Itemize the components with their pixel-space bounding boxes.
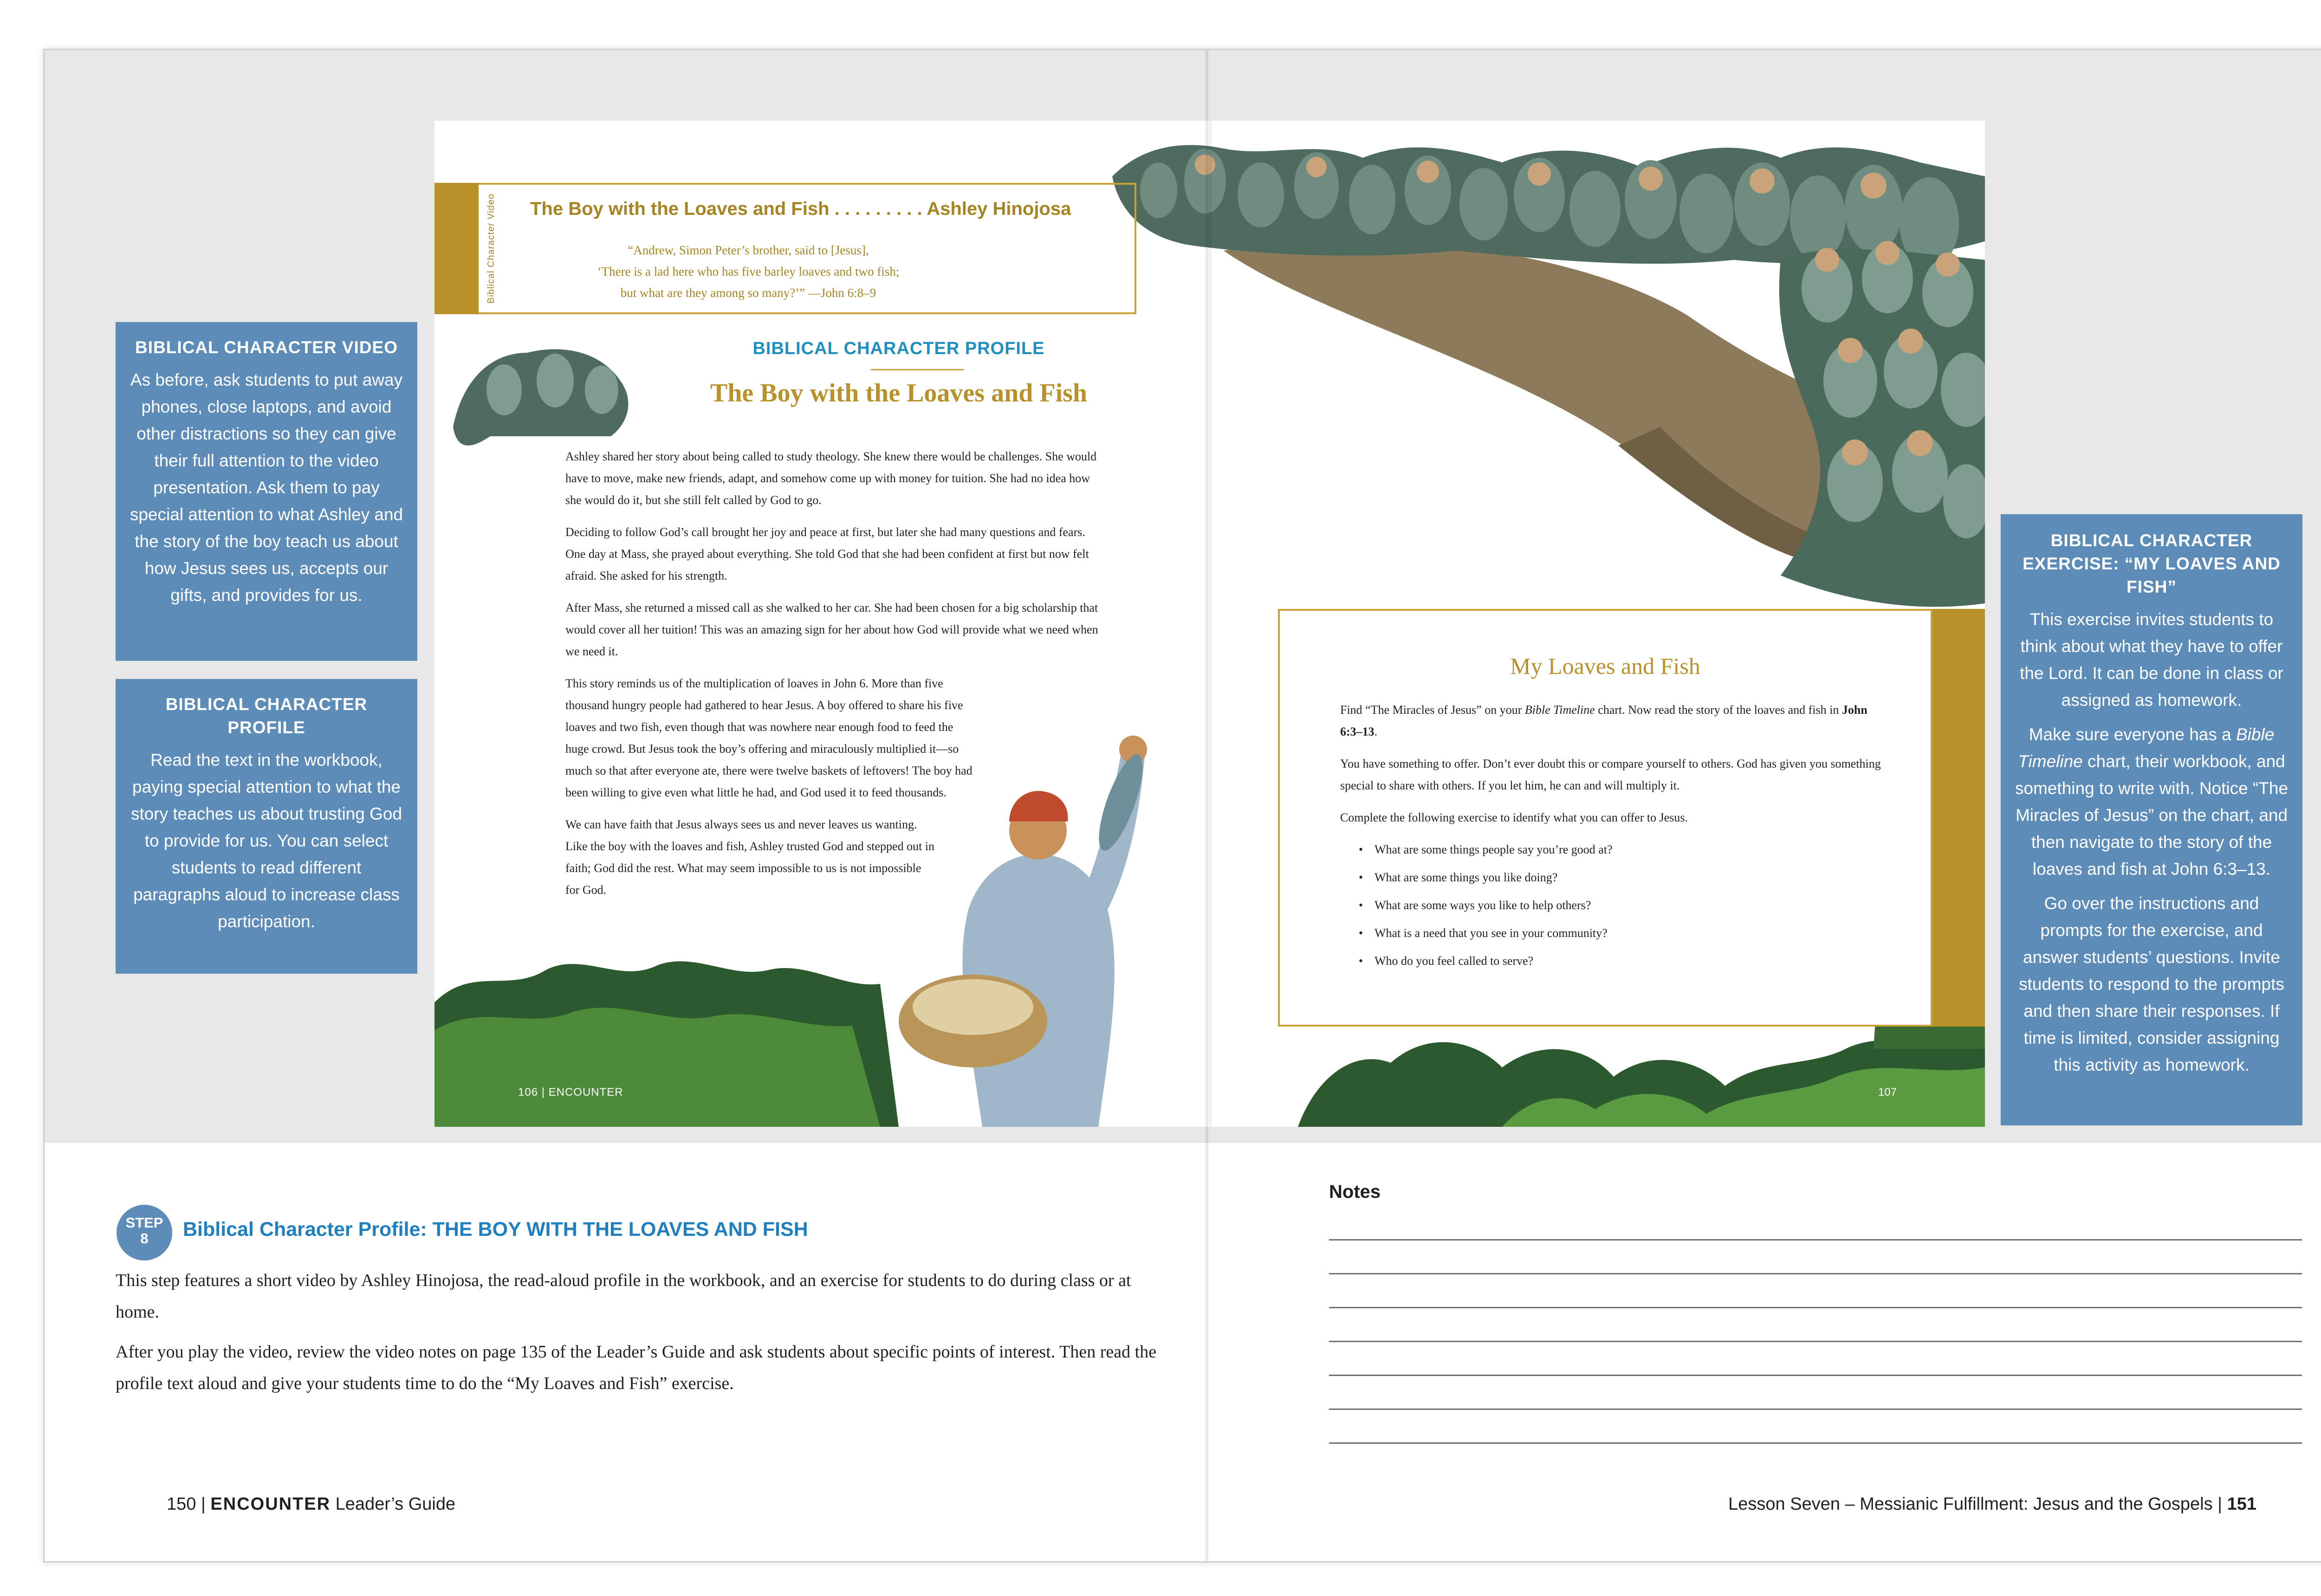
video-gold-bar — [434, 183, 479, 314]
note-line[interactable] — [1329, 1409, 2302, 1410]
profile-paragraph: Ashley shared her story about being called to study theology. She knew there would be challenges. She would have to move, make new friends, adapt, and somehow come up with money for tuition. She had no idea how she would do it, but she still felt called by God to go. — [565, 450, 1097, 507]
my-loaves-and-fish-box — [1278, 609, 1932, 1027]
sidebar-heading: BIBLICAL CHARACTER VIDEO — [135, 338, 398, 357]
video-quote — [505, 239, 992, 304]
sidebar-text: Go over the instructions and prompts for the exercise, and answer students’ questions. Invite students to respond to the prompts and then share their responses. If time is limited, consider assigning this activity as homework. — [2019, 894, 2284, 1074]
text-run: . — [1374, 725, 1378, 738]
workbook-fold — [1209, 121, 1212, 1127]
note-line[interactable] — [1329, 1239, 2302, 1241]
profile-body — [565, 446, 1099, 911]
note-line[interactable] — [1329, 1375, 2302, 1376]
step-badge — [117, 1205, 172, 1260]
exercise-instructions — [1340, 699, 1888, 743]
page-number-right: 151 — [2227, 1494, 2256, 1514]
sidebar-profile-box — [116, 679, 417, 974]
sidebar-text: Read the text in the workbook, paying special attention to what the story teaches us about trusting God to provide for us. You can select students to read different paragraphs aloud to increase class participation. — [130, 750, 402, 931]
workbook-inset — [434, 121, 1985, 1127]
step-body — [116, 1265, 1160, 1408]
note-line[interactable] — [1329, 1273, 2302, 1274]
sidebar-heading: BIBLICAL CHARACTER PROFILE — [165, 695, 368, 737]
exercise-question: • Who do you feel called to serve? — [1359, 950, 1888, 972]
sidebar-text: This exercise invites students to think about what they have to offer the Lord. It can be done in class or assigned as homework. — [2020, 610, 2283, 710]
quote-line: but what are they among so many?’” —John 6:8–9 — [620, 286, 876, 300]
text-run: Find “The Miracles of Jesus” on your — [1340, 703, 1525, 717]
book-spread — [43, 49, 2321, 1563]
footer-separator: | — [201, 1494, 211, 1514]
exercise-question: • What are some ways you like to help others? — [1359, 894, 1888, 916]
profile-divider — [871, 369, 964, 370]
biblical-character-video-box — [434, 183, 1136, 314]
note-line[interactable] — [1329, 1442, 2302, 1444]
video-frame — [505, 183, 1136, 314]
text-run-italic: Bible Timeline — [2018, 725, 2275, 771]
spread-gutter — [1205, 50, 1209, 1563]
workbook-folio-left: 106 | ENCOUNTER — [518, 1086, 623, 1098]
text-run-italic: Bible Timeline — [1524, 703, 1595, 717]
step-paragraph: This step features a short video by Ashley Hinojosa, the read-aloud profile in the workbook, and an exercise for students to do during class or at home. — [116, 1271, 1131, 1322]
video-title: The Boy with the Loaves and Fish . . . . . . . . . Ashley Hinojosa — [530, 199, 1071, 219]
footer-right — [1711, 1494, 2256, 1514]
video-sidetab — [479, 183, 505, 314]
note-line[interactable] — [1329, 1307, 2302, 1308]
text-run-bold: John 6:3–13 — [1340, 703, 1867, 738]
step-badge-number: 8 — [140, 1230, 149, 1247]
note-line[interactable] — [1329, 1341, 2302, 1342]
profile-paragraph: We can have faith that Jesus always sees us and never leaves us wanting. Like the boy with the loaves and fish, Ashley trusted God and stepped out in faith; God did the rest. What may seem impossible to us is not impossible for God. — [565, 818, 935, 897]
text-run: chart, their workbook, and something to write with. Notice “The Miracles of Jesus” on the chart, and then navigate to the story of the loaves and fish at John 6:3–13. — [2015, 752, 2289, 879]
footer-book-suffix: Leader’s Guide — [335, 1494, 456, 1514]
footer-lesson-title: Lesson Seven – Messianic Fulfillment: Jesus and the Gospels — [1728, 1494, 2213, 1514]
text-run: Make sure everyone has a — [2029, 725, 2236, 744]
exercise-paragraph: Complete the following exercise to identify what you can offer to Jesus. — [1340, 811, 1688, 824]
exercise-body — [1340, 699, 1888, 978]
text-run: chart. Now read the story of the loaves and fish in — [1595, 703, 1842, 717]
exercise-paragraph: You have something to offer. Don’t ever doubt this or compare yourself to others. God has given you something special to share with others. If you let him, he can and will multiply it. — [1340, 757, 1881, 792]
footer-book-title: ENCOUNTER — [210, 1494, 331, 1514]
profile-paragraph: After Mass, she returned a missed call as she walked to her car. She had been chosen for a big scholarship that would cover all her tuition! This was an amazing sign for her about how God will provide what we need when we need it. — [565, 601, 1098, 658]
exercise-gold-bar — [1932, 609, 1985, 1027]
profile-paragraph: Deciding to follow God’s call brought her joy and peace at first, but later she had many questions and fears. One day at Mass, she prayed about everything. She told God that she had been confident at first but now felt afraid. She asked for his strength. — [565, 525, 1089, 582]
exercise-question: • What are some things people say you’re good at? — [1359, 839, 1888, 860]
page-number-left: 150 — [167, 1494, 196, 1514]
exercise-question: • What is a need that you see in your community? — [1359, 922, 1888, 944]
step-title: Biblical Character Profile: THE BOY WITH THE LOAVES AND FISH — [183, 1218, 808, 1241]
profile-title: The Boy with the Loaves and Fish — [710, 379, 1088, 407]
notes-label: Notes — [1329, 1182, 1381, 1202]
workbook-folio-right: 107 — [1878, 1086, 1897, 1098]
sidebar-text — [2015, 721, 2289, 883]
quote-line: ‘There is a lad here who has five barley loaves and two fish; — [597, 265, 900, 278]
sidebar-text: As before, ask students to put away phones, close laptops, and avoid other distractions so they can give their full attention to the video presentation. Ask them to pay special attention to what Ashley and the story of the boy teach us about how Jesus sees us, accepts our gifts, and provides for us. — [130, 370, 403, 605]
exercise-question-list — [1359, 839, 1888, 972]
video-sidetab-label: Biblical Character Video — [486, 193, 497, 304]
sidebar-heading: BIBLICAL CHARACTER EXERCISE: “MY LOAVES AND FISH” — [2023, 531, 2281, 596]
sidebar-video-box — [116, 322, 417, 661]
footer-separator: | — [2217, 1494, 2227, 1514]
profile-paragraph: This story reminds us of the multiplication of loaves in John 6. More than five thousand hungry people had gathered to hear Jesus. A boy offered to share his five loaves and two fish, even though that was nowhere near enough food to feed the huge crowd. But Jesus took the boy’s offering and miraculously multiplied it—so much so that after everyone ate, there were twelve baskets of leftovers! The boy had been willing to give even what little he had, and God used it to feed thousands. — [565, 677, 972, 799]
quote-line: “Andrew, Simon Peter’s brother, said to [Jesus], — [628, 243, 869, 257]
step-badge-word: STEP — [125, 1215, 163, 1231]
profile-heading: BIBLICAL CHARACTER PROFILE — [752, 339, 1045, 358]
sidebar-exercise-box — [2001, 514, 2302, 1125]
step-paragraph: After you play the video, review the video notes on page 135 of the Leader’s Guide and ask students about specific points of interest. Then read the profile text aloud and give your students time to do the “My Loaves and Fish” exercise. — [116, 1342, 1157, 1393]
exercise-title: My Loaves and Fish — [1510, 653, 1700, 679]
exercise-question: • What are some things you like doing? — [1359, 866, 1888, 888]
footer-left — [167, 1494, 455, 1514]
